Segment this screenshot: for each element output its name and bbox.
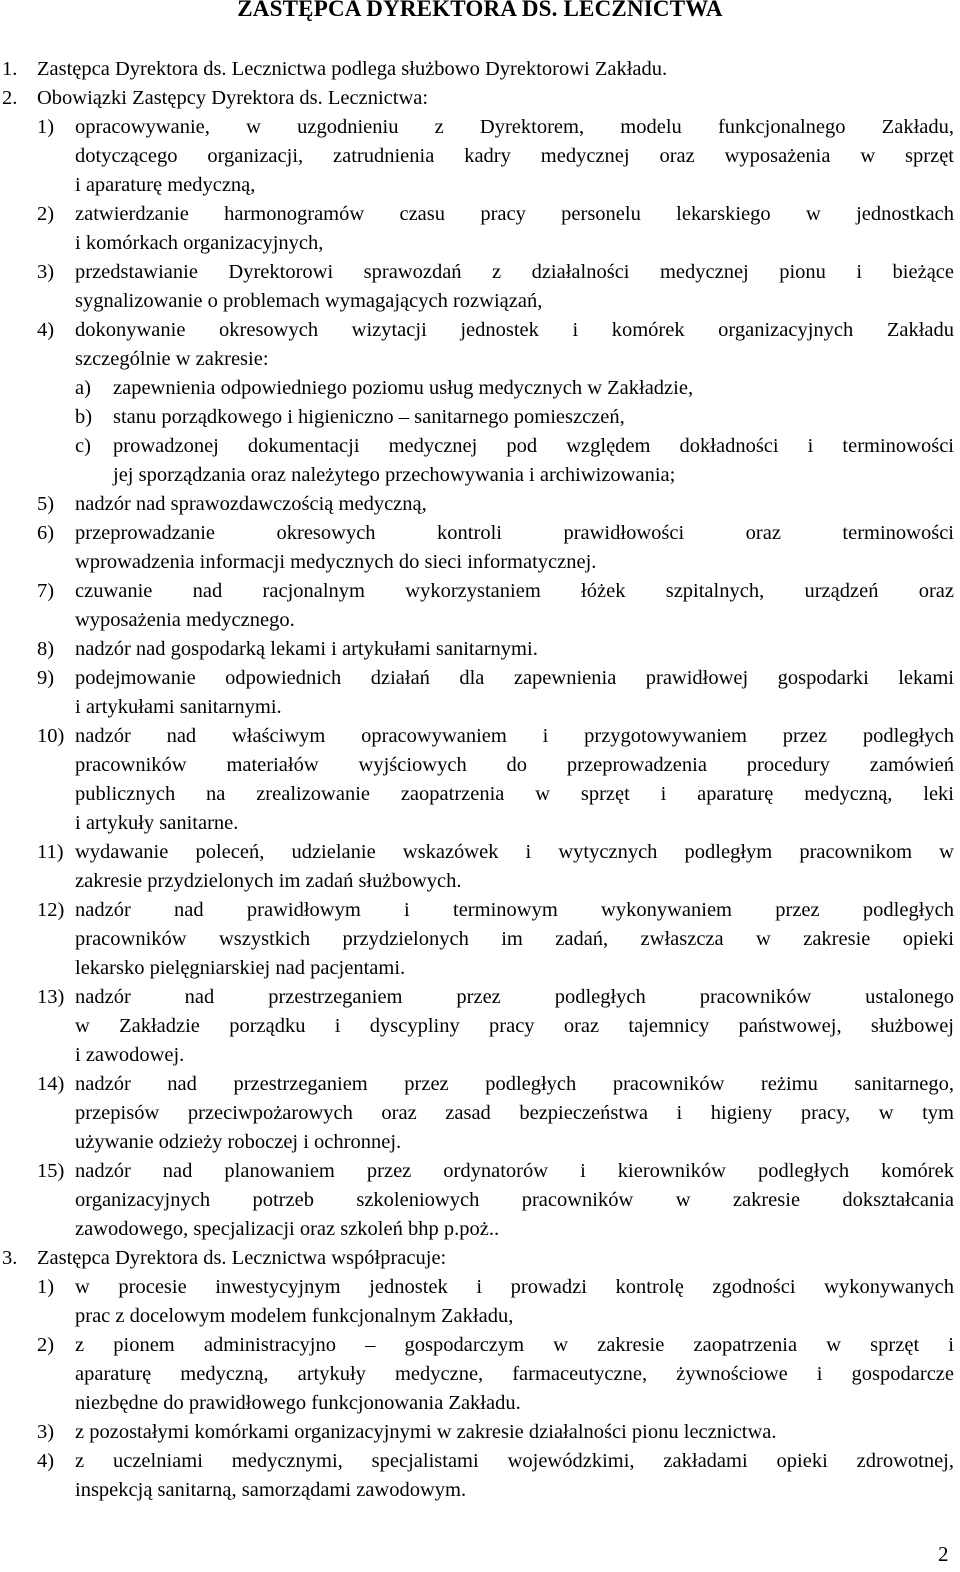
list-item-number: 12) xyxy=(37,899,65,921)
section-2-text-line: Obowiązki Zastępcy Dyrektora ds. Lecznictwa: xyxy=(37,87,429,109)
section-2-number: 2. xyxy=(2,87,18,109)
list-item-text-line: i aparaturę medyczną, xyxy=(75,174,256,196)
page-number: 2 xyxy=(938,1542,949,1566)
list-item-number: 3) xyxy=(37,261,55,283)
section-1-number: 1. xyxy=(2,58,18,80)
list-item-number: 7) xyxy=(37,580,55,602)
list-item-text-line: nadzór nad planowaniem przez ordynatorów i kierowników podległych komórek xyxy=(75,1160,954,1182)
sub-list-item-text-line: zapewnienia odpowiedniego poziomu usług medycznych w Zakładzie, xyxy=(113,377,694,399)
list-item-text-line: używanie odzieży roboczej i ochronnej. xyxy=(75,1131,402,1153)
list-item-number: 8) xyxy=(37,638,55,660)
list-item-text-line: pracowników materiałów wyjściowych do przeprowadzenia procedury zamówień xyxy=(75,754,954,776)
list-item-text-line: przepisów przeciwpożarowych oraz zasad bezpieczeństwa i higieny pracy, w tym xyxy=(75,1102,954,1124)
list-item-text-line: zatwierdzanie harmonogramów czasu pracy personelu lekarskiego w jednostkach xyxy=(75,203,954,225)
list-item-text-line: aparaturę medyczną, artykuły medyczne, farmaceutyczne, żywnościowe i gospodarcze xyxy=(75,1363,954,1385)
list-item-text-line: z uczelniami medycznymi, specjalistami wojewódzkimi, zakładami opieki zdrowotnej, xyxy=(75,1450,954,1472)
list-item-text-line: w Zakładzie porządku i dyscypliny pracy oraz tajemnicy państwowej, służbowej xyxy=(75,1015,954,1037)
list-item-text-line: dotyczącego organizacji, zatrudnienia kadry medycznej oraz wyposażenia w sprzęt xyxy=(75,145,954,167)
list-item-text-line: czuwanie nad racjonalnym wykorzystaniem łóżek szpitalnych, urządzeń oraz xyxy=(75,580,954,602)
sub-list-item-text-line: prowadzonej dokumentacji medycznej pod względem dokładności i terminowości xyxy=(113,435,954,457)
sub-list-item-number: a) xyxy=(75,377,91,399)
list-item-text-line: opracowywanie, w uzgodnieniu z Dyrektorem, modelu funkcjonalnego Zakładu, xyxy=(75,116,954,138)
document-title: ZASTĘPCA DYREKTORA DS. LECZNICTWA xyxy=(237,0,723,21)
sub-list-item-text-line: jej sporządzania oraz należytego przechowywania i archiwizowania; xyxy=(113,464,676,486)
list-item-text-line: nadzór nad przestrzeganiem przez podległych pracowników ustalonego xyxy=(75,986,954,1008)
list-item-text-line: lekarsko pielęgniarskiej nad pacjentami. xyxy=(75,957,406,979)
list-item-text-line: pracowników wszystkich przydzielonych im zadań, zwłaszcza w zakresie opieki xyxy=(75,928,954,950)
list-item-text-line: i artykuły sanitarne. xyxy=(75,812,239,834)
list-item-text-line: zakresie przydzielonych im zadań służbowych. xyxy=(75,870,462,892)
list-item-text-line: i zawodowej. xyxy=(75,1044,185,1066)
list-item-number: 4) xyxy=(37,319,55,341)
list-item-number: 13) xyxy=(37,986,65,1008)
list-item-text-line: nadzór nad prawidłowym i terminowym wykonywaniem przez podległych xyxy=(75,899,954,921)
list-item-number: 2) xyxy=(37,1334,55,1356)
list-item-number: 1) xyxy=(37,1276,55,1298)
list-item-number: 9) xyxy=(37,667,55,689)
section-3-number: 3. xyxy=(2,1247,18,1269)
list-item-text-line: wprowadzenia informacji medycznych do sieci informatycznej. xyxy=(75,551,597,573)
list-item-text-line: przeprowadzanie okresowych kontroli prawidłowości oraz terminowości xyxy=(75,522,954,544)
list-item-text-line: organizacyjnych potrzeb szkoleniowych pracowników w zakresie dokształcania xyxy=(75,1189,954,1211)
list-item-text-line: wydawanie poleceń, udzielanie wskazówek i wytycznych podległym pracownikom w xyxy=(75,841,954,863)
list-item-number: 2) xyxy=(37,203,55,225)
list-item-number: 1) xyxy=(37,116,55,138)
list-item-text-line: z pionem administracyjno – gospodarczym w zakresie zaopatrzenia w sprzęt i xyxy=(75,1334,954,1356)
list-item-text-line: z pozostałymi komórkami organizacyjnymi w zakresie działalności pionu lecznictwa. xyxy=(75,1421,777,1443)
list-item-number: 15) xyxy=(37,1160,65,1182)
list-item-text-line: i komórkach organizacyjnych, xyxy=(75,232,324,254)
list-item-text-line: prac z docelowym modelem funkcjonalnym Zakładu, xyxy=(75,1305,514,1327)
list-item-text-line: niezbędne do prawidłowego funkcjonowania Zakładu. xyxy=(75,1392,521,1414)
list-item-number: 6) xyxy=(37,522,55,544)
list-item-text-line: wyposażenia medycznego. xyxy=(75,609,295,631)
list-item-text-line: nadzór nad sprawozdawczością medyczną, xyxy=(75,493,427,515)
list-item-text-line: przedstawianie Dyrektorowi sprawozdań z działalności medycznej pionu i bieżące xyxy=(75,261,954,283)
sub-list-item-text-line: stanu porządkowego i higieniczno – sanitarnego pomieszczeń, xyxy=(113,406,625,428)
list-item-number: 14) xyxy=(37,1073,65,1095)
section-1-text-line: Zastępca Dyrektora ds. Lecznictwa podlega służbowo Dyrektorowi Zakładu. xyxy=(37,58,668,80)
list-item-text-line: nadzór nad przestrzeganiem przez podległych pracowników reżimu sanitarnego, xyxy=(75,1073,954,1095)
list-item-number: 5) xyxy=(37,493,55,515)
list-item-number: 4) xyxy=(37,1450,55,1472)
list-item-number: 3) xyxy=(37,1421,55,1443)
list-item-text-line: podejmowanie odpowiednich działań dla zapewnienia prawidłowej gospodarki lekami xyxy=(75,667,954,689)
list-item-number: 11) xyxy=(37,841,64,863)
section-3-text-line: Zastępca Dyrektora ds. Lecznictwa współpracuje: xyxy=(37,1247,447,1269)
list-item-number: 10) xyxy=(37,725,65,747)
sub-list-item-number: b) xyxy=(75,406,93,428)
list-item-text-line: zawodowego, specjalizacji oraz szkoleń bhp p.poż.. xyxy=(75,1218,500,1240)
list-item-text-line: nadzór nad gospodarką lekami i artykułami sanitarnymi. xyxy=(75,638,538,660)
list-item-text-line: sygnalizowanie o problemach wymagających rozwiązań, xyxy=(75,290,543,312)
list-item-text-line: szczególnie w zakresie: xyxy=(75,348,269,370)
list-item-text-line: w procesie inwestycyjnym jednostek i prowadzi kontrolę zgodności wykonywanych xyxy=(75,1276,954,1298)
list-item-text-line: inspekcją sanitarną, samorządami zawodowym. xyxy=(75,1479,467,1501)
list-item-text-line: i artykułami sanitarnymi. xyxy=(75,696,282,718)
list-item-text-line: nadzór nad właściwym opracowywaniem i przygotowywaniem przez podległych xyxy=(75,725,954,747)
sub-list-item-number: c) xyxy=(75,435,91,457)
list-item-text-line: dokonywanie okresowych wizytacji jednostek i komórek organizacyjnych Zakładu xyxy=(75,319,954,341)
list-item-text-line: publicznych na zrealizowanie zaopatrzenia w sprzęt i aparaturę medyczną, leki xyxy=(75,783,954,805)
